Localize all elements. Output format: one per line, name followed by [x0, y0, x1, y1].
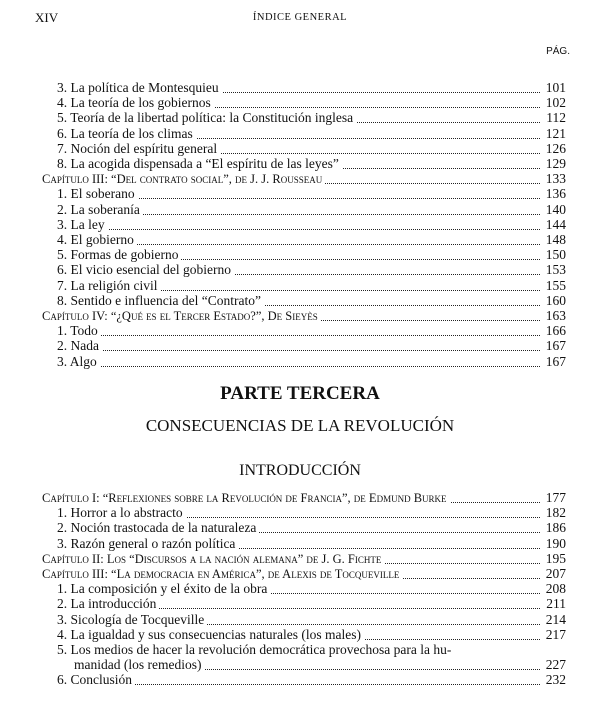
- toc-page-number: 166: [543, 323, 566, 339]
- dot-leader: [57, 350, 540, 351]
- toc-entry: [0, 293, 600, 309]
- toc-entry: [0, 627, 600, 643]
- toc-entry-title: 3. Algo: [57, 354, 100, 370]
- toc-page-number: 148: [543, 232, 566, 248]
- toc-page-number: 208: [543, 581, 566, 597]
- toc-page-number: 227: [543, 657, 566, 673]
- toc-entry-title: manidad (los remedios): [74, 657, 204, 673]
- toc-entry-title: 1. La composición y el éxito de la obra: [57, 581, 270, 597]
- toc-entry: [0, 338, 600, 354]
- toc-entry: [0, 672, 600, 688]
- toc-entry: [0, 126, 600, 142]
- toc-entry-title: Capítulo I: “Reflexiones sobre la Revolución de Francia”, de Edmund Burke: [42, 490, 450, 506]
- toc-chapter-entry: [0, 551, 600, 567]
- toc-entry-title: 6. Conclusión: [57, 672, 135, 688]
- toc-entry-title: 3. Sicología de Tocqueville: [57, 612, 207, 628]
- toc-page-number: 126: [543, 141, 566, 157]
- toc-chapter-entry: [0, 171, 600, 187]
- toc-entry-title: 2. Nada: [57, 338, 102, 354]
- toc-entry-title: Capítulo II: Los “Discursos a la nación alemana” de J. G. Fichte: [42, 551, 384, 567]
- toc-entry-title: 3. La ley: [57, 217, 108, 233]
- toc-entry-title: 6. El vicio esencial del gobierno: [57, 262, 234, 278]
- toc-page-number: 112: [543, 110, 566, 126]
- toc-page-number: 217: [543, 627, 566, 643]
- toc-page-number: 144: [543, 217, 566, 233]
- toc-page-number: 121: [543, 126, 566, 142]
- toc-page-number: 150: [543, 247, 566, 263]
- toc-entry: [0, 596, 600, 612]
- dot-leader: [57, 366, 540, 367]
- toc-entry: [0, 278, 600, 294]
- toc-entry: [0, 612, 600, 628]
- toc-entry-title: 5. Los medios de hacer la revolución democrática provechosa para la hu-: [57, 642, 454, 658]
- toc-page-number: 136: [543, 186, 566, 202]
- toc-chapter-entry: [0, 308, 600, 324]
- toc-page-number: 186: [543, 520, 566, 536]
- toc-page-number: 232: [543, 672, 566, 688]
- toc-entry-title: 3. Razón general o razón política: [57, 536, 238, 552]
- page-header: [0, 0, 600, 60]
- toc-entry-title: 1. Todo: [57, 323, 101, 339]
- toc-entry-title: 1. El soberano: [57, 186, 138, 202]
- toc-page-number: 102: [543, 95, 566, 111]
- toc-entry-title: 4. La teoría de los gobiernos: [57, 95, 214, 111]
- toc-entry: [0, 141, 600, 157]
- running-title: ÍNDICE GENERAL: [252, 12, 348, 23]
- toc-entry-title: 3. La política de Montesquieu: [57, 80, 222, 96]
- toc-entry-title: 2. Noción trastocada de la naturaleza: [57, 520, 259, 536]
- toc-page-number: 195: [543, 551, 566, 567]
- toc-entry-title: Capítulo III: “La democracia en América”, de Alexis de Tocqueville: [42, 566, 402, 582]
- toc-entry: [0, 156, 600, 172]
- toc-chapter-entry: [0, 566, 600, 582]
- toc-entry-title: 8. Sentido e influencia del “Contrato”: [57, 293, 264, 309]
- toc-entry: [0, 642, 600, 658]
- toc-entry-title: 8. La acogida dispensada a “El espíritu de las leyes”: [57, 156, 342, 172]
- toc-entry-title: 6. La teoría de los climas: [57, 126, 196, 142]
- toc-page-number: 207: [543, 566, 566, 582]
- toc-entry: [0, 581, 600, 597]
- toc-entry-title: 2. La introducción: [57, 596, 159, 612]
- page-column-label: PÁG.: [546, 46, 570, 57]
- toc-page-number: 140: [543, 202, 566, 218]
- toc-entry: [0, 217, 600, 233]
- toc-entry-title: 4. El gobierno: [57, 232, 137, 248]
- toc-entry: [0, 95, 600, 111]
- toc-entry-title: Capítulo III: “Del contrato social”, de J. J. Rousseau: [42, 171, 325, 187]
- toc-page-number: 160: [543, 293, 566, 309]
- toc-entry-title: 4. La igualdad y sus consecuencias naturales (los males): [57, 627, 364, 643]
- toc-entry: [0, 520, 600, 536]
- toc-chapter-entry: [0, 490, 600, 506]
- toc-entry-title: Capítulo IV: “¿Qué es el Tercer Estado?”, De Sieyès: [42, 308, 321, 324]
- toc-entry-title: 1. Horror a lo abstracto: [57, 505, 186, 521]
- toc-page-number: 163: [543, 308, 566, 324]
- toc-page-number: 153: [543, 262, 566, 278]
- dot-leader: [57, 335, 540, 336]
- toc-entry: [0, 202, 600, 218]
- dot-leader: [57, 229, 540, 230]
- toc-entry: [0, 80, 600, 96]
- toc-entry-title: 7. Noción del espíritu general: [57, 141, 220, 157]
- page-number: XIV: [35, 10, 59, 25]
- part-subtitle: CONSECUENCIAS DE LA REVOLUCIÓN: [145, 416, 455, 435]
- toc-entry: [0, 232, 600, 248]
- toc-page-number: 182: [543, 505, 566, 521]
- toc-entry: [0, 657, 600, 673]
- toc-page-number: 211: [543, 596, 566, 612]
- toc-page-number: 177: [543, 490, 566, 506]
- toc-entry-title: 5. Formas de gobierno: [57, 247, 181, 263]
- toc-entry: [0, 505, 600, 521]
- toc-entry-title: 5. Teoría de la libertad política: la Constitución inglesa: [57, 110, 356, 126]
- toc-entry: [0, 110, 600, 126]
- toc-page-number: 155: [543, 278, 566, 294]
- introduction-heading: INTRODUCCIÓN: [239, 462, 361, 479]
- toc-entry: [0, 247, 600, 263]
- toc-entry: [0, 262, 600, 278]
- toc-page-number: 214: [543, 612, 566, 628]
- toc-page-number: 129: [543, 156, 566, 172]
- part-title: PARTE TERCERA: [220, 383, 380, 404]
- toc-entry-title: 2. La soberanía: [57, 202, 143, 218]
- toc-entry: [0, 186, 600, 202]
- toc-page-number: 133: [543, 171, 566, 187]
- toc-page-number: 167: [543, 354, 566, 370]
- toc-entry-title: 7. La religión civil: [57, 278, 160, 294]
- toc-page-number: 167: [543, 338, 566, 354]
- toc-entry: [0, 354, 600, 370]
- toc-entry: [0, 536, 600, 552]
- toc-entry: [0, 323, 600, 339]
- toc-page-number: 101: [543, 80, 566, 96]
- toc-page-number: 190: [543, 536, 566, 552]
